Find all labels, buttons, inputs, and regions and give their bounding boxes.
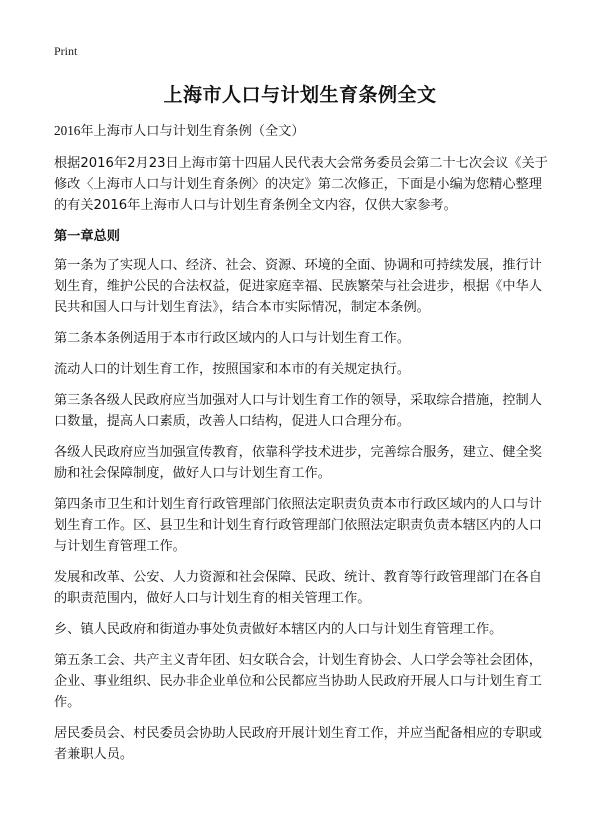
- article-paragraph: 流动人口的计划生育工作，按照国家和本市的有关规定执行。: [54, 362, 411, 377]
- article-paragraph: 第四条市卫生和计划生育行政管理部门依照法定职责负责本市行政区域内的人口与计划生育工作。区、县卫生和计划生育行政管理部门依照法定职责负责本辖区内的人口与计划生育管理工作。: [54, 497, 542, 554]
- article-body: [54, 120, 554, 775]
- article-paragraph: 第一条为了实现人口、经济、社会、资源、环境的全面、协调和可持续发展，推行计划生育，维护公民的合法权益，促进家庭幸福、民族繁荣与社会进步，根据《中华人民共和国人口与计划生育法》，结合本市实际情况，制定本条例。: [54, 258, 542, 315]
- article-subtitle: 2016年上海市人口与计划生育条例（全文）: [54, 123, 305, 138]
- article-paragraph: 第五条工会、共产主义青年团、妇女联合会，计划生育协会、人口学会等社会团体，企业、事业组织、民办非企业单位和公民都应当协助人民政府开展人口与计划生育工作。: [54, 653, 542, 710]
- article-paragraph: 第二条本条例适用于本市行政区域内的人口与计划生育工作。: [54, 331, 411, 346]
- page-title: 上海市人口与计划生育条例全文: [163, 84, 437, 106]
- chapter-heading: 第一章总则: [54, 229, 120, 244]
- article-paragraph: 发展和改革、公安、人力资源和社会保障、民政、统计、教育等行政管理部门在各自的职责范围内，做好人口与计划生育的相关管理工作。: [54, 570, 542, 606]
- article-paragraph: 居民委员会、村民委员会协助人民政府开展计划生育工作，并应当配备相应的专职或者兼职人员。: [54, 726, 542, 762]
- intro-paragraph: 根据2016年2月23日上海市第十四届人民代表大会常务委员会第二十七次会议《关于修改〈上海市人口与计划生育条例〉的决定》第二次修正，下面是小编为您精心整理的有关2016年上海市人口与计划生育条例全文内容，仅供大家参考。: [54, 156, 548, 213]
- article-paragraph: 第三条各级人民政府应当加强对人口与计划生育工作的领导，采取综合措施，控制人口数量，提高人口素质，改善人口结构，促进人口合理分布。: [54, 393, 542, 429]
- article-paragraph: 乡、镇人民政府和街道办事处负责做好本辖区内的人口与计划生育管理工作。: [54, 622, 503, 637]
- article-paragraph: 各级人民政府应当加强宣传教育，依靠科学技术进步，完善综合服务，建立、健全奖励和社会保障制度，做好人口与计划生育工作。: [54, 445, 542, 481]
- print-link[interactable]: Print: [54, 44, 78, 58]
